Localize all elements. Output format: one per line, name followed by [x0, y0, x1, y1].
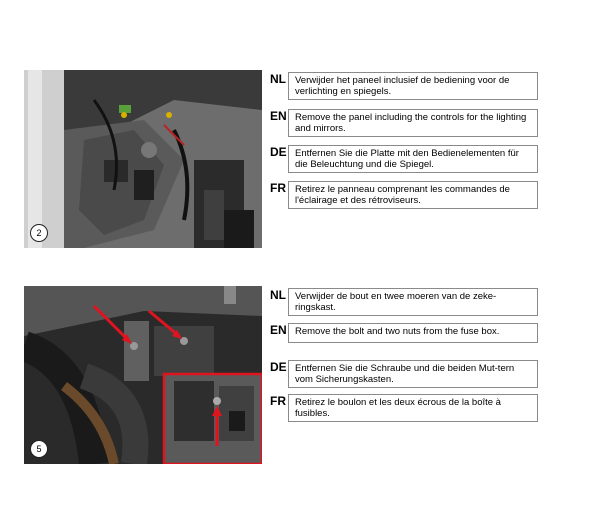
- instruction-text: Retirez le panneau comprenant les commandes de l'éclairage et des rétroviseurs.: [288, 181, 538, 209]
- language-code: FR: [270, 181, 286, 195]
- instruction-de: [270, 145, 538, 175]
- language-code: EN: [270, 109, 287, 123]
- language-code: NL: [270, 72, 286, 86]
- instruction-text: Entfernen Sie die Schraube und die beiden Mut-tern vom Sicherungskasten.: [288, 360, 538, 388]
- instruction-nl: [270, 288, 538, 318]
- step-number-badge: 2: [30, 224, 48, 242]
- instruction-fr: [270, 394, 538, 424]
- step-5-photo: [24, 286, 262, 464]
- instruction-text: Verwijder de bout en twee moeren van de zeke-ringskast.: [288, 288, 538, 316]
- instruction-text: Remove the panel including the controls for the lighting and mirrors.: [288, 109, 538, 137]
- instruction-text: Retirez le boulon et les deux écrous de la boîte à fusibles.: [288, 394, 538, 422]
- instruction-en: [270, 109, 538, 139]
- instruction-text: Verwijder het paneel inclusief de bediening voor de verlichting en spiegels.: [288, 72, 538, 100]
- step-number-badge: 5: [30, 440, 48, 458]
- instruction-nl: [270, 72, 538, 102]
- instruction-de: [270, 360, 538, 390]
- language-code: FR: [270, 394, 286, 408]
- dashboard-panel-image: [24, 70, 262, 248]
- fuse-box-image: [24, 286, 262, 464]
- language-code: DE: [270, 360, 287, 374]
- instruction-text: Entfernen Sie die Platte mit den Bedienelementen für die Beleuchtung und die Spiegel.: [288, 145, 538, 173]
- instruction-en: [270, 323, 538, 353]
- instruction-text: Remove the bolt and two nuts from the fuse box.: [288, 323, 538, 343]
- language-code: NL: [270, 288, 286, 302]
- step-2-photo: [24, 70, 262, 248]
- language-code: EN: [270, 323, 287, 337]
- instruction-fr: [270, 181, 538, 211]
- language-code: DE: [270, 145, 287, 159]
